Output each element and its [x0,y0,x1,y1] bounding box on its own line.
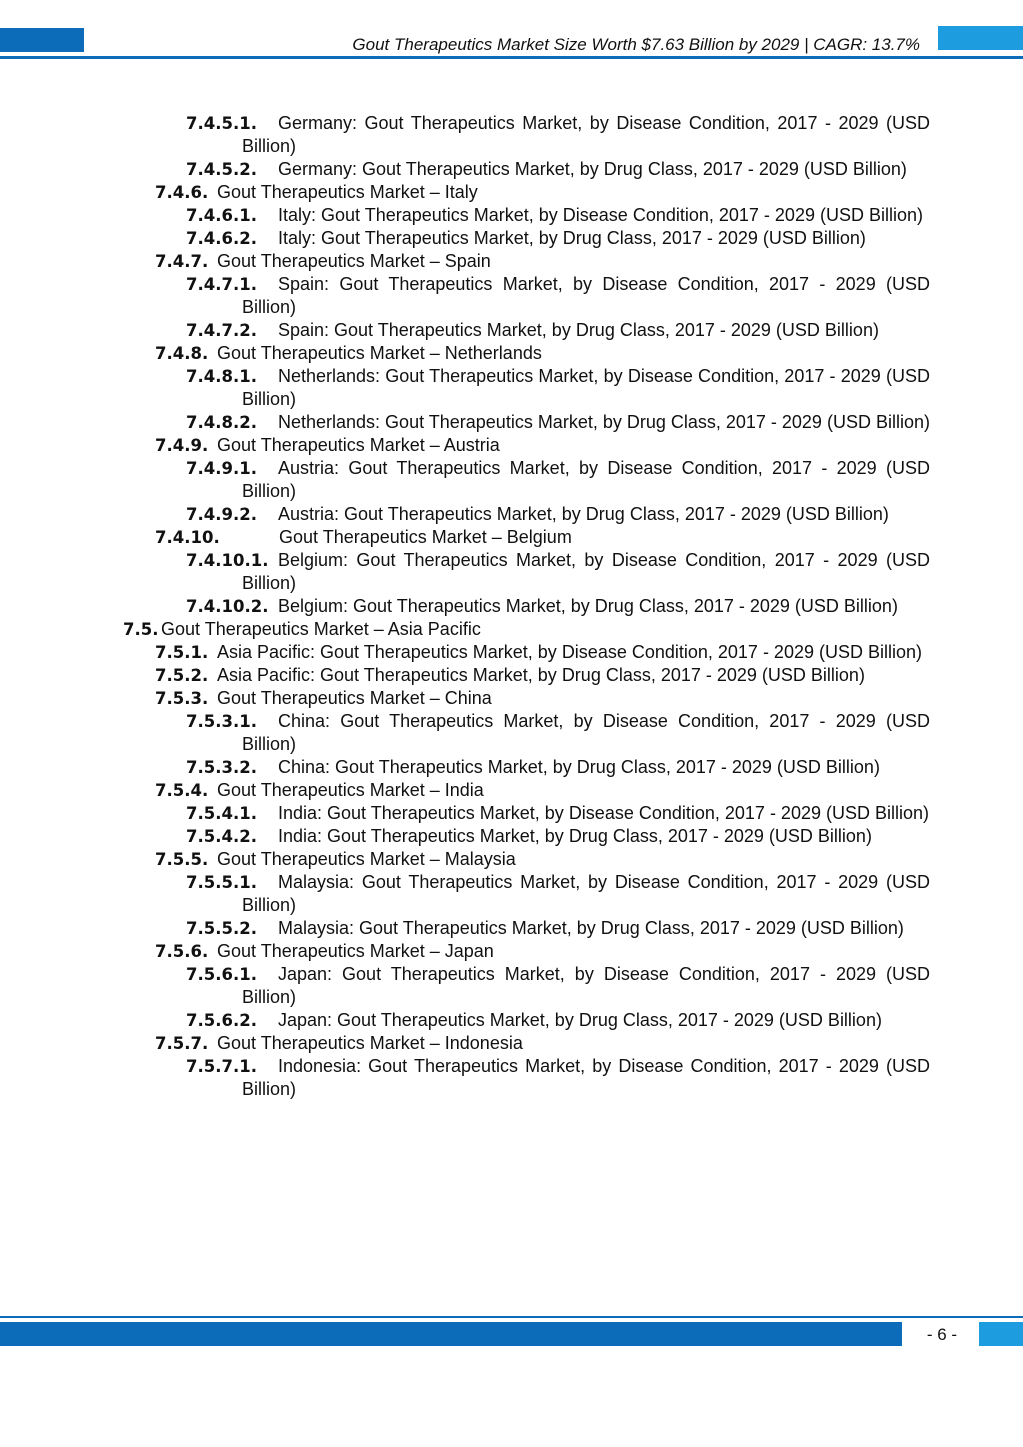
toc-entry-title: China: Gout Therapeutics Market, by Disease Condition, 2017 - 2029 (USD Billion) [242,711,930,754]
toc-entry-title: Japan: Gout Therapeutics Market, by Drug Class, 2017 - 2029 (USD Billion) [278,1010,882,1030]
toc-entry-number: 7.4.8.1. [186,367,257,386]
toc-entry-title: Malaysia: Gout Therapeutics Market, by Drug Class, 2017 - 2029 (USD Billion) [278,918,904,938]
toc-entry-number: 7.4.5.2. [186,160,257,179]
toc-entry[interactable] [186,273,930,319]
toc-entry-title: Gout Therapeutics Market – Belgium [279,527,572,547]
toc-entry-title: Germany: Gout Therapeutics Market, by Drug Class, 2017 - 2029 (USD Billion) [278,159,907,179]
toc-entry-title: India: Gout Therapeutics Market, by Drug Class, 2017 - 2029 (USD Billion) [278,826,872,846]
toc-entry[interactable] [186,457,930,503]
toc-entry-title: Italy: Gout Therapeutics Market, by Drug Class, 2017 - 2029 (USD Billion) [278,228,866,248]
toc-entry[interactable] [186,411,930,434]
toc-entry[interactable] [0,779,1023,802]
toc-entry[interactable] [0,250,1023,273]
toc-entry-title: Gout Therapeutics Market – Asia Pacific [161,619,481,639]
toc-entry-title: Belgium: Gout Therapeutics Market, by Disease Condition, 2017 - 2029 (USD Billion) [242,550,930,593]
toc-entry-number: 7.5.4. [155,781,209,800]
table-of-contents [0,112,1023,1101]
toc-entry-title: India: Gout Therapeutics Market, by Disease Condition, 2017 - 2029 (USD Billion) [278,803,929,823]
toc-entry[interactable] [186,825,930,848]
toc-entry[interactable] [186,1055,930,1101]
toc-entry-number: 7.5.5.1. [186,873,257,892]
toc-entry[interactable] [0,1032,1023,1055]
toc-entry-title: Gout Therapeutics Market – Netherlands [217,343,542,363]
toc-entry[interactable] [155,641,930,664]
toc-entry-title: Gout Therapeutics Market – Spain [217,251,491,271]
toc-entry-title: Gout Therapeutics Market – Japan [217,941,494,961]
toc-entry[interactable] [186,365,930,411]
toc-entry[interactable] [186,871,930,917]
header-right-bar [938,26,1023,50]
toc-entry-title: Gout Therapeutics Market – India [217,780,484,800]
toc-entry-number: 7.4.6. [155,183,209,202]
header-divider [0,56,1023,59]
toc-entry[interactable] [186,227,930,250]
toc-entry[interactable] [186,917,930,940]
toc-entry-title: Spain: Gout Therapeutics Market, by Disease Condition, 2017 - 2029 (USD Billion) [242,274,930,317]
toc-entry-number: 7.5. [123,620,159,639]
toc-entry-title: Malaysia: Gout Therapeutics Market, by Disease Condition, 2017 - 2029 (USD Billion) [242,872,930,915]
toc-entry-number: 7.5.6. [155,942,209,961]
toc-entry-title: Asia Pacific: Gout Therapeutics Market, by Drug Class, 2017 - 2029 (USD Billion) [217,665,865,685]
toc-entry-title: Spain: Gout Therapeutics Market, by Drug Class, 2017 - 2029 (USD Billion) [278,320,879,340]
toc-entry-number: 7.4.5.1. [186,114,257,133]
toc-entry-number: 7.5.6.2. [186,1011,257,1030]
toc-entry-title: Gout Therapeutics Market – Malaysia [217,849,516,869]
toc-entry[interactable] [0,434,1023,457]
toc-entry-title: Gout Therapeutics Market – Austria [217,435,500,455]
toc-entry-number: 7.4.7. [155,252,209,271]
toc-entry-number: 7.5.3.2. [186,758,257,777]
toc-entry[interactable] [0,940,1023,963]
toc-entry-number: 7.5.7.1. [186,1057,257,1076]
toc-entry[interactable] [186,802,930,825]
toc-entry-number: 7.4.8. [155,344,209,363]
toc-entry[interactable] [0,618,1023,641]
toc-entry-number: 7.5.1. [155,643,209,662]
toc-entry-title: Indonesia: Gout Therapeutics Market, by Disease Condition, 2017 - 2029 (USD Billion) [242,1056,930,1099]
toc-entry[interactable] [186,319,930,342]
toc-entry[interactable] [155,664,930,687]
toc-entry[interactable] [186,204,930,227]
toc-entry[interactable] [186,756,930,779]
toc-entry-number: 7.4.10. [155,528,220,547]
toc-entry-number: 7.5.5. [155,850,209,869]
toc-entry-title: Italy: Gout Therapeutics Market, by Disease Condition, 2017 - 2029 (USD Billion) [278,205,923,225]
toc-entry-title: Gout Therapeutics Market – Indonesia [217,1033,523,1053]
toc-entry-number: 7.4.7.1. [186,275,257,294]
toc-entry-number: 7.4.10.1. [186,551,269,570]
toc-entry-number: 7.5.3. [155,689,209,708]
toc-entry-number: 7.4.6.1. [186,206,257,225]
toc-entry[interactable] [186,963,930,1009]
toc-entry[interactable] [0,181,1023,204]
toc-entry-number: 7.4.8.2. [186,413,257,432]
toc-entry[interactable] [186,549,930,595]
toc-entry-number: 7.4.9.1. [186,459,257,478]
toc-entry-title: Belgium: Gout Therapeutics Market, by Drug Class, 2017 - 2029 (USD Billion) [278,596,898,616]
toc-entry-title: Gout Therapeutics Market – China [217,688,492,708]
toc-entry-number: 7.5.5.2. [186,919,257,938]
toc-entry-title: Japan: Gout Therapeutics Market, by Disease Condition, 2017 - 2029 (USD Billion) [242,964,930,1007]
footer-right-bar [979,1322,1023,1346]
toc-entry-number: 7.5.4.2. [186,827,257,846]
toc-entry-number: 7.4.6.2. [186,229,257,248]
toc-entry-number: 7.5.7. [155,1034,209,1053]
footer-divider [0,1316,1023,1318]
page-number: - 6 - [926,1325,958,1344]
toc-entry-number: 7.5.6.1. [186,965,257,984]
toc-entry[interactable] [0,848,1023,871]
toc-entry[interactable] [186,112,930,158]
toc-entry-title: Gout Therapeutics Market – Italy [217,182,478,202]
footer-left-bar [0,1322,902,1346]
header-left-bar [0,28,84,52]
page-header-title: Gout Therapeutics Market Size Worth $7.63 Billion by 2029 | CAGR: 13.7% [352,35,920,54]
toc-entry-number: 7.4.9.2. [186,505,257,524]
toc-entry-title: Austria: Gout Therapeutics Market, by Disease Condition, 2017 - 2029 (USD Billion) [242,458,930,501]
toc-entry-title: Netherlands: Gout Therapeutics Market, by Disease Condition, 2017 - 2029 (USD Billion) [242,366,930,409]
toc-entry[interactable] [186,503,930,526]
toc-entry-number: 7.5.4.1. [186,804,257,823]
toc-entry-number: 7.4.7.2. [186,321,257,340]
toc-entry-title: Netherlands: Gout Therapeutics Market, by Drug Class, 2017 - 2029 (USD Billion) [278,412,930,432]
toc-entry[interactable] [186,158,930,181]
toc-entry[interactable] [0,342,1023,365]
toc-entry[interactable] [0,526,1023,549]
toc-entry-number: 7.4.9. [155,436,209,455]
toc-entry-number: 7.5.3.1. [186,712,257,731]
toc-entry-title: Germany: Gout Therapeutics Market, by Disease Condition, 2017 - 2029 (USD Billion) [242,113,930,156]
toc-entry-number: 7.4.10.2. [186,597,269,616]
toc-entry-number: 7.5.2. [155,666,209,685]
toc-entry[interactable] [186,710,930,756]
toc-entry-title: Austria: Gout Therapeutics Market, by Drug Class, 2017 - 2029 (USD Billion) [278,504,889,524]
toc-entry-title: China: Gout Therapeutics Market, by Drug Class, 2017 - 2029 (USD Billion) [278,757,880,777]
toc-entry-title: Asia Pacific: Gout Therapeutics Market, by Disease Condition, 2017 - 2029 (USD Billion) [217,642,922,662]
toc-entry[interactable] [186,595,930,618]
toc-entry[interactable] [186,1009,930,1032]
toc-entry[interactable] [0,687,1023,710]
